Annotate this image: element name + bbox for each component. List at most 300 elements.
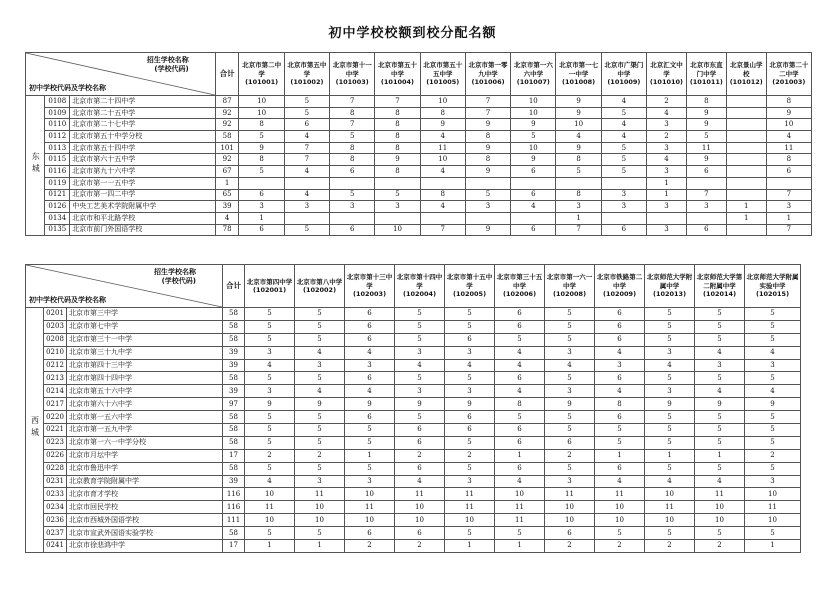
quota-cell: 5 (295, 308, 345, 321)
quota-cell: 5 (745, 462, 801, 475)
school-name: 北京市第一六一中学分校 (67, 436, 223, 449)
school-name: 北京市第一四二中学 (70, 189, 216, 201)
quota-cell: 6 (545, 527, 595, 540)
row-total: 92 (215, 119, 239, 131)
school-code: 0134 (45, 212, 70, 224)
quota-cell: 5 (645, 527, 695, 540)
quota-cell: 5 (445, 320, 495, 333)
row-total: 58 (223, 308, 245, 321)
quota-cell: 6 (330, 224, 375, 236)
table-row (26, 372, 801, 385)
column-header (601, 53, 646, 96)
quota-cell: 5 (545, 462, 595, 475)
table-row (26, 131, 812, 143)
quota-cell: 5 (645, 424, 695, 437)
quota-cell: 5 (595, 527, 645, 540)
row-total: 58 (223, 333, 245, 346)
column-school-code: (102001) (252, 286, 287, 294)
quota-cell: 9 (556, 107, 601, 119)
column-school-name: 北京市东直门中学 (690, 61, 723, 78)
column-school-name: 北京市第二中学 (242, 61, 282, 78)
quota-cell: 3 (695, 359, 745, 372)
corner-source-label: 初中学校代码及学校名称 (29, 296, 106, 304)
column-school-name: 北京市第五中学 (287, 61, 327, 78)
quota-cell: 5 (395, 333, 445, 346)
row-total: 17 (223, 540, 245, 553)
quota-cell: 5 (601, 142, 646, 154)
quota-cell: 8 (375, 131, 420, 143)
quota-cell: 3 (556, 201, 601, 213)
quota-cell: 11 (745, 501, 801, 514)
quota-cell: 1 (645, 449, 695, 462)
column-school-code: (101006) (471, 78, 505, 87)
school-name: 北京市第五十中学分校 (70, 131, 216, 143)
quota-cell: 5 (695, 462, 745, 475)
column-header (556, 53, 601, 96)
quota-cell: 8 (766, 96, 811, 108)
quota-cell: 3 (445, 346, 495, 359)
column-school-code: (102002) (302, 286, 337, 294)
quota-cell (330, 212, 375, 224)
xicheng-allocation-table (25, 264, 801, 553)
school-code: 0220 (44, 411, 67, 424)
quota-cell: 2 (345, 540, 395, 553)
quota-cell: 10 (645, 488, 695, 501)
row-total: 58 (223, 424, 245, 437)
quota-cell: 7 (330, 96, 375, 108)
district-name: 东城 (31, 151, 41, 176)
table-row (26, 527, 801, 540)
quota-cell (726, 142, 766, 154)
quota-cell: 6 (445, 411, 495, 424)
quota-cell: 9 (766, 107, 811, 119)
column-school-name: 北京景山学校 (729, 61, 763, 78)
quota-cell: 7 (766, 189, 811, 201)
table-row (26, 514, 801, 527)
dongcheng-allocation-table (25, 52, 812, 236)
table-row (26, 142, 812, 154)
quota-cell (239, 177, 284, 189)
quota-cell: 3 (647, 224, 687, 236)
corner-target-label (154, 268, 196, 286)
quota-cell: 10 (375, 224, 420, 236)
quota-cell: 3 (395, 385, 445, 398)
quota-cell: 5 (686, 131, 726, 143)
school-code: 0212 (44, 359, 67, 372)
quota-cell: 6 (445, 333, 495, 346)
quota-cell: 9 (420, 119, 465, 131)
quota-cell: 3 (395, 346, 445, 359)
quota-cell (284, 177, 329, 189)
quota-cell: 7 (465, 107, 510, 119)
quota-cell (465, 177, 510, 189)
column-header (375, 53, 420, 96)
quota-cell: 6 (495, 424, 545, 437)
row-total: 39 (223, 475, 245, 488)
school-name: 北京市第二十四中学 (70, 96, 216, 108)
column-school-code: (102003) (352, 290, 387, 299)
quota-cell: 5 (745, 527, 801, 540)
quota-cell: 11 (595, 488, 645, 501)
column-header (284, 53, 329, 96)
column-school-code: (102008) (552, 290, 587, 299)
row-total: 39 (223, 359, 245, 372)
row-total: 97 (223, 398, 245, 411)
total-header: 合计 (215, 53, 239, 96)
quota-cell: 3 (345, 475, 395, 488)
quota-cell: 9 (375, 154, 420, 166)
school-code: 0109 (45, 107, 70, 119)
column-school-code: (101002) (290, 78, 324, 87)
quota-cell: 1 (647, 189, 687, 201)
quota-cell: 3 (445, 475, 495, 488)
quota-cell: 5 (295, 424, 345, 437)
quota-cell (556, 177, 601, 189)
table-row (26, 189, 812, 201)
quota-cell: 1 (239, 212, 284, 224)
quota-cell: 8 (420, 189, 465, 201)
column-school-name: 北京市第一零九中学 (468, 61, 508, 78)
quota-cell: 4 (695, 346, 745, 359)
quota-cell (726, 107, 766, 119)
quota-cell: 5 (239, 166, 284, 178)
quota-cell: 3 (686, 201, 726, 213)
quota-cell: 5 (345, 424, 395, 437)
quota-cell: 10 (645, 514, 695, 527)
quota-cell: 6 (595, 411, 645, 424)
school-name: 北京市回民学校 (67, 501, 223, 514)
quota-cell: 5 (295, 333, 345, 346)
quota-cell: 5 (601, 166, 646, 178)
quota-cell: 3 (647, 166, 687, 178)
row-total: 116 (223, 501, 245, 514)
quota-cell: 5 (375, 189, 420, 201)
quota-cell: 10 (239, 96, 284, 108)
quota-cell: 9 (745, 398, 801, 411)
quota-cell: 7 (330, 119, 375, 131)
quota-cell: 3 (545, 475, 595, 488)
row-total: 92 (215, 154, 239, 166)
table-row (26, 346, 801, 359)
quota-cell: 4 (595, 475, 645, 488)
school-code: 0228 (44, 462, 67, 475)
quota-cell: 3 (745, 475, 801, 488)
quota-cell: 1 (245, 540, 295, 553)
table-row (26, 212, 812, 224)
table-row (26, 359, 801, 372)
quota-cell: 3 (284, 201, 329, 213)
quota-cell: 8 (495, 398, 545, 411)
quota-cell: 1 (556, 212, 601, 224)
quota-cell: 5 (695, 308, 745, 321)
quota-cell: 5 (245, 333, 295, 346)
quota-cell: 2 (595, 540, 645, 553)
quota-cell: 6 (330, 166, 375, 178)
column-header (295, 265, 345, 308)
district-label (26, 96, 45, 236)
quota-cell: 5 (645, 320, 695, 333)
row-total: 58 (215, 131, 239, 143)
quota-cell: 6 (395, 462, 445, 475)
quota-cell: 4 (601, 119, 646, 131)
quota-cell: 4 (395, 359, 445, 372)
quota-cell: 6 (595, 372, 645, 385)
quota-cell: 2 (295, 449, 345, 462)
quota-cell: 6 (495, 372, 545, 385)
quota-cell: 5 (645, 411, 695, 424)
quota-cell (726, 189, 766, 201)
table-row (26, 385, 801, 398)
quota-cell: 1 (726, 201, 766, 213)
quota-cell: 2 (245, 449, 295, 462)
column-school-code: (102004) (402, 290, 437, 299)
quota-cell: 11 (445, 501, 495, 514)
corner-target-label (147, 56, 189, 74)
column-school-code: (102013) (652, 290, 687, 299)
school-code: 0208 (44, 333, 67, 346)
quota-cell: 11 (495, 501, 545, 514)
quota-cell: 4 (420, 166, 465, 178)
quota-cell: 11 (295, 488, 345, 501)
quota-cell: 8 (465, 154, 510, 166)
quota-cell: 4 (295, 385, 345, 398)
quota-cell: 5 (239, 131, 284, 143)
quota-cell: 2 (545, 540, 595, 553)
school-code: 0231 (44, 475, 67, 488)
quota-cell: 9 (511, 154, 556, 166)
quota-cell: 1 (595, 449, 645, 462)
quota-cell: 9 (465, 142, 510, 154)
quota-cell: 4 (295, 346, 345, 359)
quota-cell: 7 (375, 96, 420, 108)
quota-cell (726, 131, 766, 143)
quota-cell (420, 177, 465, 189)
quota-cell: 5 (295, 527, 345, 540)
quota-cell: 5 (445, 527, 495, 540)
quota-cell: 5 (245, 462, 295, 475)
quota-cell: 8 (420, 107, 465, 119)
quota-cell: 3 (766, 201, 811, 213)
quota-cell: 5 (545, 372, 595, 385)
school-name: 北京市第四十三中学 (67, 359, 223, 372)
quota-cell: 8 (330, 142, 375, 154)
corner-source-label: 初中学校代码及学校名称 (29, 84, 106, 92)
quota-cell: 4 (245, 359, 295, 372)
row-total: 58 (223, 320, 245, 333)
row-total: 58 (223, 527, 245, 540)
quota-cell: 4 (284, 166, 329, 178)
row-total: 101 (215, 142, 239, 154)
quota-cell: 6 (445, 424, 495, 437)
quota-cell: 8 (330, 154, 375, 166)
column-school-code: (101001) (245, 78, 279, 87)
quota-cell: 5 (695, 436, 745, 449)
quota-cell: 11 (420, 142, 465, 154)
quota-cell: 5 (445, 462, 495, 475)
column-header (595, 265, 645, 308)
quota-cell (465, 212, 510, 224)
column-school-name: 北京市第五十中学 (377, 61, 417, 78)
row-total: 39 (215, 201, 239, 213)
column-header (465, 53, 510, 96)
quota-cell (375, 177, 420, 189)
corner-target-label-line1: 招生学校名称 (154, 268, 197, 276)
quota-cell: 4 (695, 385, 745, 398)
quota-cell (726, 177, 766, 189)
quota-cell: 7 (465, 96, 510, 108)
column-school-name: 北京市第一七一中学 (559, 61, 599, 78)
quota-cell (420, 212, 465, 224)
quota-cell: 4 (601, 131, 646, 143)
quota-cell: 1 (647, 177, 687, 189)
total-header: 合计 (223, 265, 245, 308)
quota-cell: 10 (239, 107, 284, 119)
school-name: 北京市徐悲鸿中学 (67, 540, 223, 553)
column-header (330, 53, 375, 96)
table-row (26, 488, 801, 501)
column-school-name: 北京市第十一中学 (332, 61, 372, 78)
school-code: 0223 (44, 436, 67, 449)
column-school-code: (102005) (452, 290, 487, 299)
quota-cell: 5 (295, 372, 345, 385)
corner-target-label-line2: (学校代码) (154, 64, 189, 73)
quota-cell: 3 (645, 385, 695, 398)
quota-cell: 10 (295, 514, 345, 527)
row-total: 111 (223, 514, 245, 527)
quota-cell: 6 (345, 308, 395, 321)
quota-cell: 10 (766, 119, 811, 131)
quota-cell: 10 (595, 501, 645, 514)
school-name: 北京市和平北路学校 (70, 212, 216, 224)
quota-cell: 3 (745, 359, 801, 372)
quota-cell: 10 (745, 514, 801, 527)
quota-cell: 6 (345, 320, 395, 333)
quota-cell: 10 (445, 514, 495, 527)
quota-cell: 6 (511, 189, 556, 201)
quota-cell: 3 (601, 201, 646, 213)
quota-cell: 3 (465, 201, 510, 213)
school-name: 北京市第三十一中学 (67, 333, 223, 346)
column-school-code: (102006) (502, 290, 537, 299)
quota-cell (330, 177, 375, 189)
quota-cell: 3 (545, 385, 595, 398)
column-header (766, 53, 811, 96)
school-name: 北京市第三十九中学 (67, 346, 223, 359)
quota-cell: 5 (511, 131, 556, 143)
quota-cell: 4 (647, 107, 687, 119)
quota-cell: 10 (545, 514, 595, 527)
quota-cell: 4 (511, 201, 556, 213)
quota-cell: 10 (695, 501, 745, 514)
school-code: 0226 (44, 449, 67, 462)
quota-cell (726, 119, 766, 131)
quota-cell: 5 (395, 411, 445, 424)
quota-cell (766, 177, 811, 189)
quota-cell: 8 (556, 189, 601, 201)
school-code: 0233 (44, 488, 67, 501)
row-total: 65 (215, 189, 239, 201)
quota-cell: 5 (245, 320, 295, 333)
school-name: 北京教育学院附属中学 (67, 475, 223, 488)
table-row (26, 449, 801, 462)
quota-cell: 5 (284, 107, 329, 119)
quota-cell: 2 (745, 449, 801, 462)
quota-cell: 5 (395, 320, 445, 333)
quota-cell: 5 (695, 527, 745, 540)
quota-cell: 10 (395, 514, 445, 527)
quota-cell: 4 (556, 131, 601, 143)
quota-cell: 10 (745, 488, 801, 501)
quota-cell: 6 (595, 320, 645, 333)
quota-cell: 4 (745, 385, 801, 398)
quota-cell: 6 (686, 166, 726, 178)
quota-cell: 11 (645, 501, 695, 514)
quota-cell: 6 (345, 333, 395, 346)
column-header (726, 53, 766, 96)
corner-target-label-line1: 招生学校名称 (146, 56, 189, 64)
school-code: 0237 (44, 527, 67, 540)
column-school-name: 北京市广渠门中学 (604, 61, 644, 78)
quota-cell: 10 (495, 488, 545, 501)
quota-cell (601, 212, 646, 224)
quota-cell (726, 154, 766, 166)
quota-cell: 10 (345, 514, 395, 527)
quota-cell: 5 (645, 462, 695, 475)
page-title: 初中学校校额到校分配名额 (328, 26, 497, 41)
quota-cell: 5 (545, 320, 595, 333)
row-total: 67 (215, 166, 239, 178)
row-total: 39 (223, 346, 245, 359)
quota-cell (511, 177, 556, 189)
quota-cell: 3 (601, 189, 646, 201)
quota-cell: 5 (295, 411, 345, 424)
school-code: 0113 (45, 142, 70, 154)
quota-cell: 6 (345, 372, 395, 385)
quota-cell (511, 212, 556, 224)
column-header (745, 265, 801, 308)
quota-cell: 9 (511, 119, 556, 131)
quota-cell: 3 (245, 346, 295, 359)
quota-cell: 5 (745, 320, 801, 333)
school-code: 0221 (44, 424, 67, 437)
school-name: 中央工艺美术学院附属中学 (70, 201, 216, 213)
corner-header (26, 265, 223, 308)
quota-cell: 5 (645, 308, 695, 321)
quota-cell: 5 (545, 424, 595, 437)
quota-cell: 11 (495, 514, 545, 527)
quota-cell: 5 (695, 424, 745, 437)
quota-cell: 6 (511, 166, 556, 178)
quota-cell: 1 (695, 449, 745, 462)
quota-cell: 6 (495, 462, 545, 475)
school-code: 0217 (44, 398, 67, 411)
quota-cell: 5 (295, 320, 345, 333)
quota-cell: 10 (556, 119, 601, 131)
row-total: 58 (223, 462, 245, 475)
table-row (26, 320, 801, 333)
school-name: 北京市第六十五中学 (70, 154, 216, 166)
quota-cell: 4 (766, 131, 811, 143)
quota-cell: 9 (686, 107, 726, 119)
column-school-name: 北京市第一六一中学 (546, 273, 593, 290)
school-name: 北京市第二十七中学 (70, 119, 216, 131)
table-row (26, 424, 801, 437)
quota-cell: 10 (420, 96, 465, 108)
quota-cell: 6 (495, 320, 545, 333)
school-name: 北京市第五十六中学 (67, 385, 223, 398)
quota-cell: 9 (465, 166, 510, 178)
quota-cell: 7 (420, 224, 465, 236)
